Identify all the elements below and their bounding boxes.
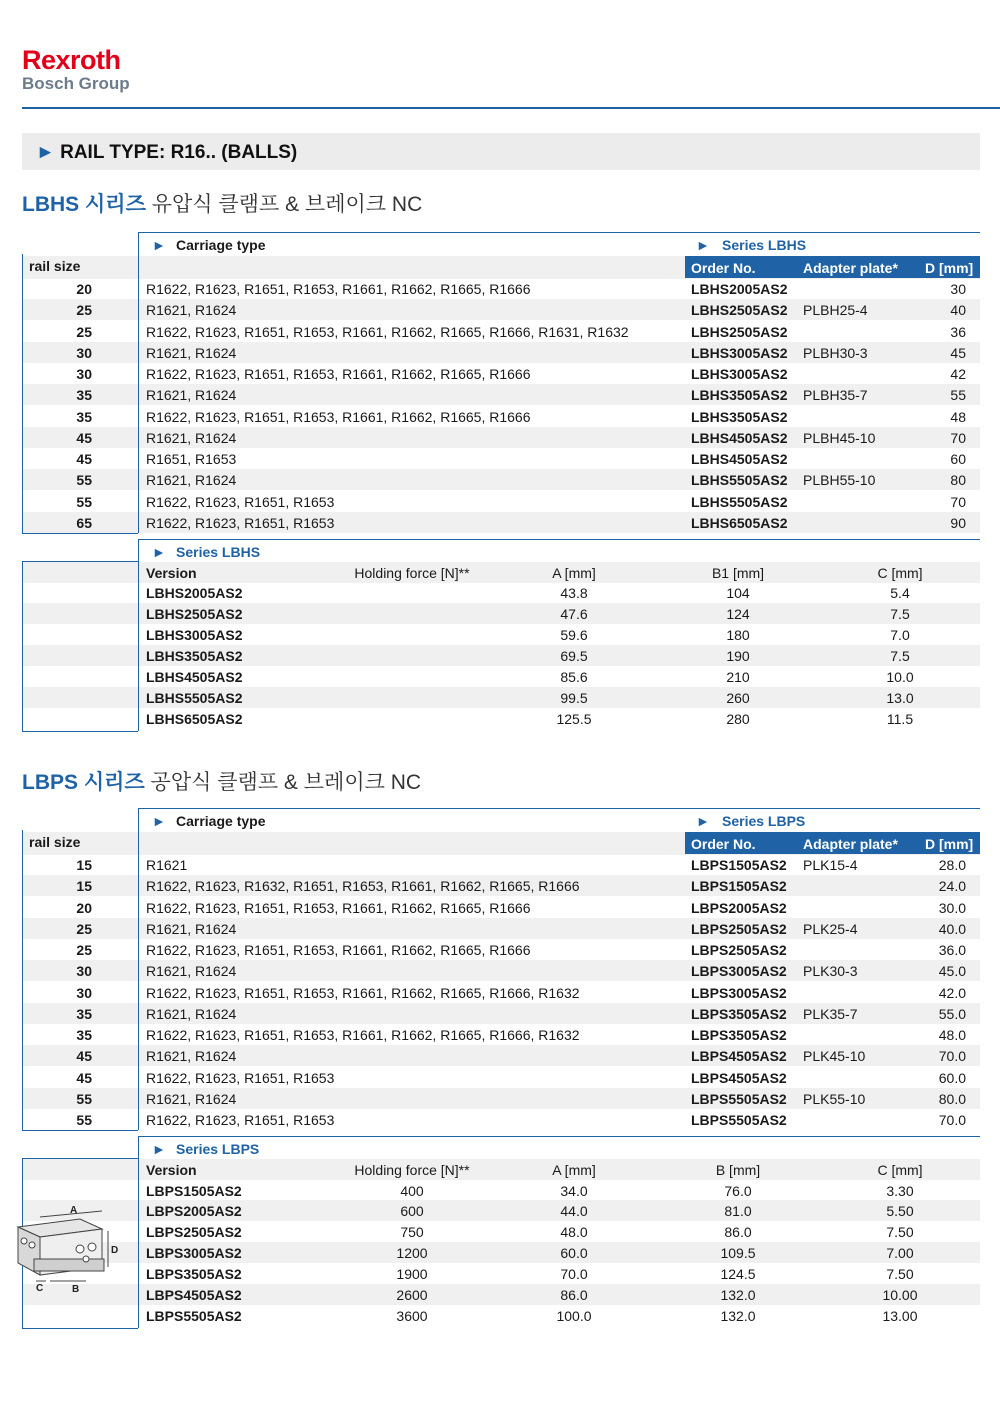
table-row [22, 918, 980, 939]
c-mm-cell: 7.0 [890, 627, 910, 644]
order-header [685, 832, 980, 854]
lbps-section-title [22, 766, 421, 796]
a-mm-label: A [mm] [552, 565, 596, 581]
rail-type-bar [22, 133, 980, 170]
carriage-cell: R1622, R1623, R1651, R1653, R1661, R1662, R1665, R1666 [146, 281, 531, 297]
triangle-icon: ► [152, 237, 166, 253]
b-mm-cell: 76.0 [724, 1182, 752, 1199]
rail-size-cell: 45 [76, 1048, 92, 1065]
carriage-cell: R1621 [146, 857, 188, 873]
b-mm-label: B1 [mm] [711, 565, 765, 581]
a-mm-label: A [mm] [552, 1162, 596, 1179]
d-mm-cell: 36.0 [938, 942, 966, 958]
holding-force-cell: 1900 [396, 1266, 428, 1283]
adapter-plate-cell: PLBH55-10 [803, 472, 876, 489]
table-row [22, 512, 980, 533]
order-no-cell: LBHS5505AS2 [691, 472, 788, 489]
b-mm-cell: 132.0 [720, 1307, 756, 1324]
order-no-cell: LBPS3505AS2 [691, 1005, 787, 1022]
c-mm-cell: 10.0 [886, 668, 914, 685]
a-mm-cell: 125.5 [556, 710, 592, 727]
triangle-icon: ► [152, 544, 166, 560]
order-no-cell: LBHS2005AS2 [691, 281, 788, 297]
d-mm-cell: 60.0 [938, 1069, 966, 1086]
carriage-cell: R1622, R1623, R1651, R1653, R1661, R1662, R1665, R1666 [146, 366, 531, 382]
rail-size-cell: 65 [76, 514, 92, 531]
rail-type-title: RAIL TYPE: R16.. (BALLS) [60, 142, 298, 163]
holding-force-label: Holding force [N]** [354, 565, 470, 581]
order-no-cell: LBPS1505AS2 [691, 857, 787, 873]
adapter-plate-cell: PLBH45-10 [803, 429, 876, 446]
rail-size-cell: 30 [76, 984, 92, 1001]
b-mm-cell: 190 [726, 647, 750, 664]
order-no-cell: LBPS5505AS2 [691, 1090, 787, 1107]
order-no-cell: LBPS3005AS2 [691, 963, 787, 980]
d-mm-cell: 70 [950, 429, 966, 446]
rail-size-cell: 20 [76, 281, 92, 297]
order-no-cell: LBHS3505AS2 [691, 387, 788, 404]
d-mm-cell: 42.0 [938, 984, 966, 1001]
version-cell: LBPS2505AS2 [146, 1224, 242, 1241]
b-mm-cell: 124.5 [720, 1266, 756, 1283]
version-left-bottom-line [22, 1328, 138, 1329]
version-row [22, 1221, 980, 1242]
rail-size-cell: 30 [76, 366, 92, 382]
rail-size-cell: 55 [76, 1090, 92, 1107]
order-no-cell: LBPS5505AS2 [691, 1112, 787, 1128]
d-mm-cell: 30.0 [938, 899, 966, 916]
triangle-icon: ► [152, 1141, 166, 1158]
version-row [22, 1200, 980, 1221]
rail-size-label: rail size [29, 258, 81, 274]
rail-size-cell: 35 [76, 387, 92, 404]
order-no-cell: LBPS2505AS2 [691, 920, 787, 937]
version-cell: LBHS3505AS2 [146, 647, 243, 664]
order-no-cell: LBHS4505AS2 [691, 451, 788, 467]
holding-force-cell: 750 [400, 1224, 424, 1241]
rail-size-cell: 25 [76, 302, 92, 319]
rail-size-cell: 15 [76, 878, 92, 895]
version-cell: LBHS3005AS2 [146, 627, 243, 644]
carriage-cell: R1621, R1624 [146, 1005, 237, 1022]
rail-size-cell: 55 [76, 493, 92, 510]
adapter-plate-label: Adapter plate* [803, 836, 898, 852]
version-left-bottom-line [22, 731, 138, 732]
c-mm-cell: 7.5 [890, 647, 910, 664]
version-row [22, 1263, 980, 1284]
version-label: Version [146, 1162, 197, 1179]
version-column-header [22, 562, 980, 583]
lbhs-section-title [22, 188, 422, 218]
lbhs-title-rest: 유압식 클램프 & 브레이크 NC [145, 193, 423, 216]
c-mm-cell: 5.4 [890, 585, 910, 602]
order-no-label: Order No. [691, 836, 756, 852]
order-no-cell: LBHS2505AS2 [691, 302, 788, 319]
table-row [22, 1003, 980, 1024]
carriage-cell: R1621, R1624 [146, 963, 237, 980]
d-mm-cell: 55.0 [938, 1005, 966, 1022]
c-mm-cell: 13.0 [886, 689, 914, 706]
d-mm-cell: 30 [950, 281, 966, 297]
version-cell: LBPS4505AS2 [146, 1287, 242, 1303]
version-row [22, 1180, 980, 1201]
carriage-cell: R1621, R1624 [146, 920, 237, 937]
b-mm-label: B [mm] [715, 1162, 761, 1179]
d-mm-cell: 24.0 [938, 878, 966, 895]
a-mm-cell: 86.0 [560, 1287, 588, 1303]
table-row [22, 321, 980, 342]
diagram-label-d: D [111, 1245, 119, 1256]
order-no-cell: LBPS3505AS2 [691, 1027, 787, 1043]
triangle-icon: ► [696, 813, 710, 829]
rail-size-bottom-line [22, 533, 138, 534]
table-row [22, 278, 980, 299]
c-mm-cell: 3.30 [886, 1182, 914, 1199]
holding-force-cell: 3600 [396, 1307, 428, 1324]
diagram-label-a: A [70, 1205, 78, 1216]
version-cell: LBPS1505AS2 [146, 1182, 242, 1199]
table-row [22, 299, 980, 320]
table-row [22, 491, 980, 512]
holding-force-cell: 400 [400, 1182, 424, 1199]
version-cell: LBHS2505AS2 [146, 606, 243, 623]
table-row [22, 1067, 980, 1088]
d-mm-cell: 45 [950, 344, 966, 361]
order-no-cell: LBHS3005AS2 [691, 366, 788, 382]
a-mm-cell: 47.6 [560, 606, 588, 623]
d-mm-cell: 90 [950, 514, 966, 531]
c-mm-label: C [mm] [877, 565, 923, 581]
b-mm-cell: 260 [726, 689, 750, 706]
b-mm-cell: 132.0 [720, 1287, 756, 1303]
version-divider [138, 1136, 139, 1328]
version-cell: LBHS4505AS2 [146, 668, 243, 685]
version-row [22, 708, 980, 729]
adapter-plate-label: Adapter plate* [803, 260, 898, 276]
carriage-cell: R1621, R1624 [146, 387, 237, 404]
d-mm-cell: 60 [950, 451, 966, 467]
adapter-plate-cell: PLK55-10 [803, 1090, 866, 1107]
table-row [22, 1109, 980, 1130]
order-no-cell: LBHS4505AS2 [691, 429, 788, 446]
order-no-cell: LBPS2005AS2 [691, 899, 787, 916]
order-no-cell: LBPS4505AS2 [691, 1048, 787, 1065]
diagram-label-c: C [36, 1283, 44, 1294]
table-row [22, 363, 980, 384]
adapter-plate-cell: PLK15-4 [803, 857, 858, 873]
c-mm-cell: 7.00 [886, 1245, 914, 1262]
c-mm-cell: 10.00 [882, 1287, 918, 1303]
version-row [22, 582, 980, 603]
left-border [22, 254, 23, 533]
version-cell: LBHS5505AS2 [146, 689, 243, 706]
c-mm-cell: 5.50 [886, 1203, 914, 1220]
holding-force-cell: 2600 [396, 1287, 428, 1303]
version-series-label: Series LBHS [176, 544, 261, 560]
a-mm-cell: 70.0 [560, 1266, 588, 1283]
table-row [22, 1045, 980, 1066]
rail-size-cell: 55 [76, 1112, 92, 1128]
rail-size-cell: 30 [76, 963, 92, 980]
adapter-plate-cell: PLK45-10 [803, 1048, 866, 1065]
lbps-title-bold: LBPS 시리즈 [22, 771, 145, 794]
b-mm-cell: 81.0 [724, 1203, 752, 1220]
d-mm-label: D [mm] [925, 260, 974, 276]
a-mm-cell: 44.0 [560, 1203, 588, 1220]
adapter-plate-cell: PLK35-7 [803, 1005, 858, 1022]
version-cell: LBPS2005AS2 [146, 1203, 242, 1220]
rail-size-cell: 25 [76, 942, 92, 958]
carriage-cell: R1622, R1623, R1651, R1653, R1661, R1662, R1665, R1666 [146, 899, 531, 916]
holding-force-cell: 600 [400, 1203, 424, 1220]
version-divider [138, 539, 139, 731]
order-no-cell: LBHS3505AS2 [691, 408, 788, 425]
carriage-type-label: Carriage type [176, 813, 266, 829]
version-cell: LBHS2005AS2 [146, 585, 243, 602]
rail-size-cell: 35 [76, 1027, 92, 1043]
rail-size-cell: 45 [76, 1069, 92, 1086]
table-row [22, 427, 980, 448]
d-mm-cell: 28.0 [938, 857, 966, 873]
carriage-cell: R1622, R1623, R1651, R1653 [146, 1069, 335, 1086]
c-mm-cell: 11.5 [886, 710, 914, 727]
carriage-cell: R1622, R1623, R1651, R1653, R1661, R1662, R1665, R1666, R1631, R1632 [146, 323, 629, 340]
b-mm-cell: 280 [726, 710, 750, 727]
adapter-plate-cell: PLBH35-7 [803, 387, 868, 404]
rail-size-cell: 55 [76, 472, 92, 489]
triangle-icon: ► [152, 813, 166, 829]
header-divider [22, 107, 1000, 109]
version-row [22, 603, 980, 624]
b-mm-cell: 104 [726, 585, 750, 602]
a-mm-cell: 48.0 [560, 1224, 588, 1241]
version-row [22, 1242, 980, 1263]
c-mm-label: C [mm] [877, 1162, 923, 1179]
series-label: Series LBPS [722, 813, 806, 829]
version-row [22, 1284, 980, 1305]
carriage-cell: R1622, R1623, R1651, R1653 [146, 514, 335, 531]
d-mm-cell: 80.0 [938, 1090, 966, 1107]
d-mm-cell: 40 [950, 302, 966, 319]
order-no-cell: LBHS2505AS2 [691, 323, 788, 340]
carriage-header [138, 233, 980, 256]
c-mm-cell: 13.00 [882, 1307, 918, 1324]
d-mm-cell: 42 [950, 366, 966, 382]
table-row [22, 406, 980, 427]
version-row [22, 645, 980, 666]
adapter-plate-cell: PLBH30-3 [803, 344, 868, 361]
holding-force-label: Holding force [N]** [354, 1162, 470, 1179]
b-mm-cell: 210 [726, 668, 750, 685]
a-mm-cell: 100.0 [556, 1307, 592, 1324]
carriage-cell: R1621, R1624 [146, 1090, 237, 1107]
order-no-cell: LBPS1505AS2 [691, 878, 787, 895]
adapter-plate-cell: PLK30-3 [803, 963, 858, 980]
d-mm-cell: 70.0 [938, 1048, 966, 1065]
adapter-plate-cell: PLBH25-4 [803, 302, 868, 319]
b-mm-cell: 180 [726, 627, 750, 644]
rail-size-cell: 25 [76, 323, 92, 340]
series-label: Series LBHS [722, 237, 807, 253]
version-row [22, 624, 980, 645]
lbhs-title-bold: LBHS 시리즈 [22, 193, 146, 216]
carriage-cell: R1622, R1623, R1651, R1653, R1661, R1662, R1665, R1666, R1632 [146, 984, 580, 1001]
order-no-cell: LBPS4505AS2 [691, 1069, 787, 1086]
version-left-top-line [22, 1158, 138, 1159]
holding-force-cell: 1200 [396, 1245, 428, 1262]
order-no-cell: LBHS5505AS2 [691, 493, 788, 510]
table-row [22, 982, 980, 1003]
carriage-divider [138, 232, 139, 533]
rail-size-cell: 45 [76, 429, 92, 446]
left-border [22, 830, 23, 1130]
table-row [22, 854, 980, 875]
table-row [22, 960, 980, 981]
version-cell: LBHS6505AS2 [146, 710, 243, 727]
carriage-cell: R1622, R1623, R1632, R1651, R1653, R1661, R1662, R1665, R1666 [146, 878, 580, 895]
version-label: Version [146, 565, 197, 581]
rail-size-cell: 20 [76, 899, 92, 916]
a-mm-cell: 59.6 [560, 627, 588, 644]
rail-size-cell: 25 [76, 920, 92, 937]
rail-size-cell: 30 [76, 344, 92, 361]
version-cell: LBPS3005AS2 [146, 1245, 242, 1262]
a-mm-cell: 85.6 [560, 668, 588, 685]
carriage-cell: R1622, R1623, R1651, R1653 [146, 1112, 335, 1128]
b-mm-cell: 124 [726, 606, 750, 623]
d-mm-cell: 45.0 [938, 963, 966, 980]
order-no-cell: LBPS2505AS2 [691, 942, 787, 958]
table-row [22, 448, 980, 469]
carriage-cell: R1622, R1623, R1651, R1653, R1661, R1662, R1665, R1666 [146, 942, 531, 958]
table-row [22, 342, 980, 363]
version-series-label: Series LBPS [176, 1141, 260, 1158]
table-row [22, 469, 980, 490]
triangle-icon: ► [36, 142, 55, 163]
carriage-cell: R1621, R1624 [146, 302, 237, 319]
c-mm-cell: 7.50 [886, 1224, 914, 1241]
order-no-cell: LBHS3005AS2 [691, 344, 788, 361]
carriage-header [138, 809, 980, 832]
d-mm-cell: 55 [950, 387, 966, 404]
d-mm-cell: 40.0 [938, 920, 966, 937]
lbps-title-rest: 공압식 클램프 & 브레이크 NC [144, 771, 422, 794]
carriage-cell: R1621, R1624 [146, 344, 237, 361]
b-mm-cell: 86.0 [724, 1224, 752, 1241]
version-series-header [138, 1137, 980, 1160]
carriage-cell: R1651, R1653 [146, 451, 237, 467]
version-row [22, 666, 980, 687]
d-mm-cell: 70.0 [938, 1112, 966, 1128]
d-mm-label: D [mm] [925, 836, 974, 852]
c-mm-cell: 7.5 [890, 606, 910, 623]
carriage-divider [138, 808, 139, 1130]
table-row [22, 939, 980, 960]
diagram-label-b: B [72, 1284, 80, 1295]
table-row [22, 897, 980, 918]
brand-group: Bosch Group [22, 74, 130, 93]
order-no-label: Order No. [691, 260, 756, 276]
table-row [22, 875, 980, 896]
logo [22, 46, 130, 93]
carriage-cell: R1621, R1624 [146, 472, 237, 489]
d-mm-cell: 36 [950, 323, 966, 340]
a-mm-cell: 34.0 [560, 1182, 588, 1199]
brake-dimension-diagram-icon [10, 1205, 130, 1295]
a-mm-cell: 99.5 [560, 689, 588, 706]
a-mm-cell: 60.0 [560, 1245, 588, 1262]
rail-size-cell: 35 [76, 1005, 92, 1022]
rail-size-cell: 15 [76, 857, 92, 873]
version-row [22, 687, 980, 708]
version-left-border [22, 561, 23, 731]
table-row [22, 1088, 980, 1109]
a-mm-cell: 43.8 [560, 585, 588, 602]
rail-size-cell: 35 [76, 408, 92, 425]
a-mm-cell: 69.5 [560, 647, 588, 664]
carriage-cell: R1622, R1623, R1651, R1653 [146, 493, 335, 510]
carriage-type-label: Carriage type [176, 237, 266, 253]
rail-size-label: rail size [29, 834, 81, 850]
order-no-cell: LBHS6505AS2 [691, 514, 788, 531]
order-no-cell: LBPS3005AS2 [691, 984, 787, 1001]
d-mm-cell: 48.0 [938, 1027, 966, 1043]
version-cell: LBPS5505AS2 [146, 1307, 242, 1324]
triangle-icon: ► [696, 237, 710, 253]
rail-size-bottom-line [22, 1130, 138, 1131]
version-column-header [22, 1159, 980, 1180]
table-row [22, 1024, 980, 1045]
adapter-plate-cell: PLK25-4 [803, 920, 858, 937]
version-cell: LBPS3505AS2 [146, 1266, 242, 1283]
d-mm-cell: 48 [950, 408, 966, 425]
table-row [22, 384, 980, 405]
c-mm-cell: 7.50 [886, 1266, 914, 1283]
brand-name: Rexroth [22, 45, 121, 75]
d-mm-cell: 70 [950, 493, 966, 510]
d-mm-cell: 80 [950, 472, 966, 489]
carriage-cell: R1621, R1624 [146, 429, 237, 446]
carriage-cell: R1622, R1623, R1651, R1653, R1661, R1662, R1665, R1666 [146, 408, 531, 425]
b-mm-cell: 109.5 [720, 1245, 756, 1262]
version-row [22, 1305, 980, 1326]
order-header [685, 256, 980, 278]
carriage-cell: R1621, R1624 [146, 1048, 237, 1065]
version-left-top-line [22, 561, 138, 562]
carriage-cell: R1622, R1623, R1651, R1653, R1661, R1662, R1665, R1666, R1632 [146, 1027, 580, 1043]
version-series-header [138, 540, 980, 563]
rail-size-cell: 45 [76, 451, 92, 467]
